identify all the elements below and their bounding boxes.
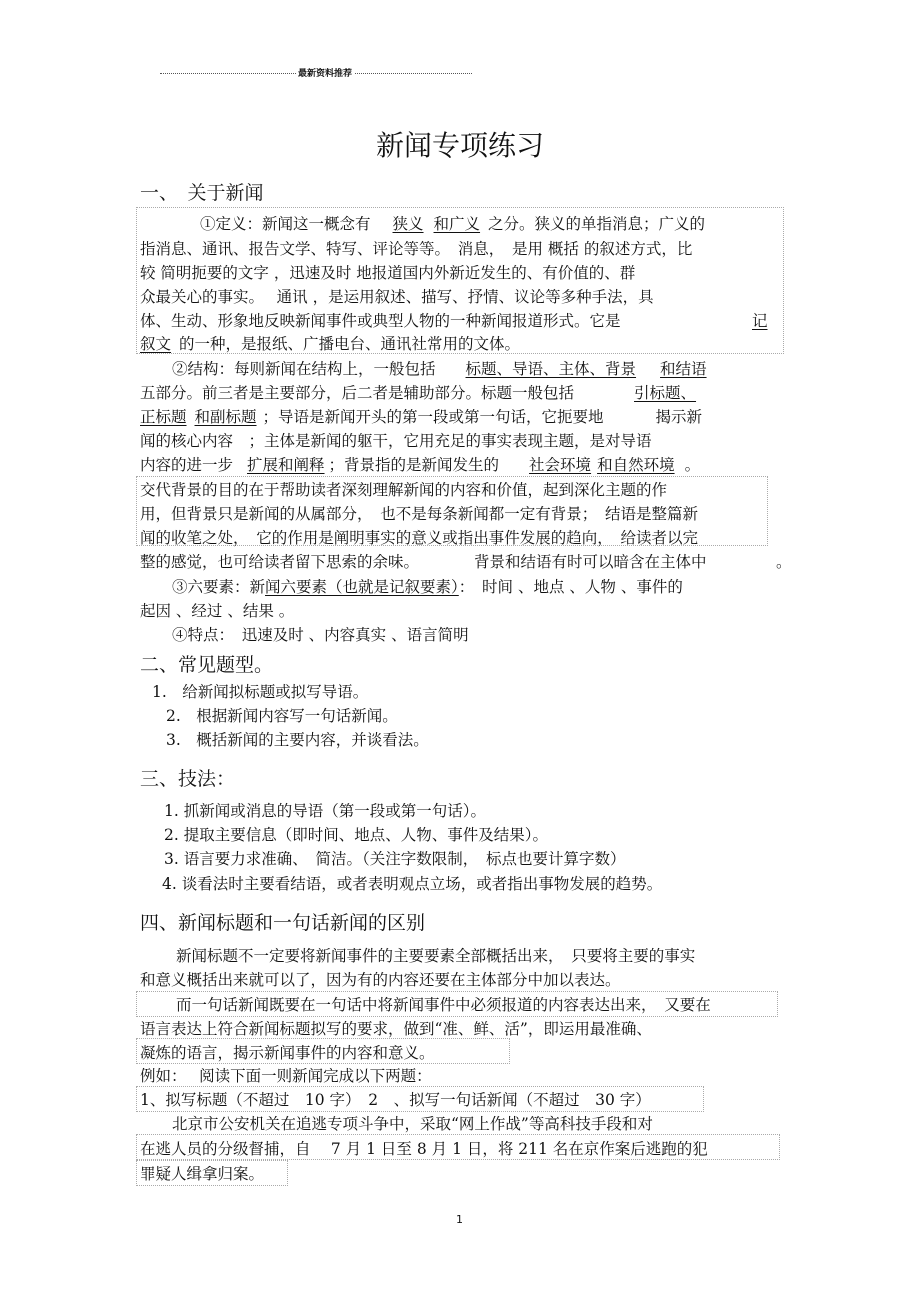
question-type-3: 3. 概括新闻的主要内容，并谈看法。: [166, 731, 429, 749]
technique-3: 3. 语言要力求准确、 简洁。（关注字数限制， 标点也要计算字数）: [164, 850, 626, 868]
technique-4: 4. 谈看法时主要看结语，或者表明观点立场，或者指出事物发展的趋势。: [162, 875, 663, 893]
structure-line-9c: 。: [776, 553, 792, 571]
section-heading-2: 二、常见题型。: [140, 654, 274, 676]
structure-line-5: 内容的进一步 扩展和阐释 ；背景指的是新闻发生的 社会环境 和自然环境 。: [140, 456, 701, 474]
header-text: 最新资料推荐: [296, 66, 354, 79]
section-heading-4: 四、新闻标题和一句话新闻的区别: [140, 912, 426, 934]
structure-line-9b: 背景和结语有时可以暗含在主体中: [474, 553, 707, 571]
definition-line-4: 众最关心的事实。 通讯 ，是运用叙述、描写、抒情、议论等多种手法，具: [140, 288, 654, 306]
para2-line-2: 语言表达上符合新闻标题拟写的要求，做到“准、鲜、活”，即运用最准确、: [140, 1020, 652, 1038]
news-line-1: 北京市公安机关在追逃专项斗争中，采取“网上作战”等高科技手段和对: [172, 1115, 653, 1133]
section-heading-3: 三、技法：: [140, 768, 236, 790]
technique-2: 2. 提取主要信息（即时间、地点、人物、事件及结果）。: [164, 826, 548, 844]
structure-line-4: 闻的核心内容 ；主体是新闻的躯干，它用充足的事实表现主题，是对导语: [140, 432, 652, 450]
definition-line-5: 体、生动、形象地反映新闻事件或典型人物的一种新闻报道形式。它是: [140, 312, 621, 330]
news-line-3: 罪疑人缉拿归案。: [140, 1165, 265, 1183]
para1-line-1: 新闻标题不一定要将新闻事件的主要要素全部概括出来， 只要将主要的事实: [176, 947, 696, 965]
structure-line-3: 正标题 和副标题 ；导语是新闻开头的第一段或第一句话，它扼要地 揭示新: [140, 408, 703, 426]
features-line: ④特点： 迅速及时 、内容真实 、语言简明: [172, 626, 469, 644]
technique-1: 1. 抓新闻或消息的导语（第一段或第一句话）。: [164, 802, 486, 820]
structure-line-2: 五部分。前三者是主要部分，后二者是辅助部分。标题一般包括 引标题、: [140, 384, 697, 402]
structure-line-8: 闻的收笔之处， 它的作用是阐明事实的意义或指出事件发展的趋向， 给读者以完: [140, 529, 699, 547]
para2-line-1: 而一句话新闻既要在一句话中将新闻事件中必须报道的内容表达出来， 又要在: [176, 996, 711, 1014]
example-intro: 例如： 阅读下面一则新闻完成以下两题：: [140, 1067, 432, 1085]
news-line-2: 在逃人员的分级督捕，自 7 月 1 日至 8 月 1 日，将 211 名在京作案后逃跑的犯: [140, 1140, 708, 1158]
question-type-2: 2. 根据新闻内容写一句话新闻。: [166, 707, 398, 725]
question-type-1: 1. 给新闻拟标题或拟写导语。: [152, 683, 369, 701]
six-elements-line-1: ③六要素：新闻六要素（也就是记叙要素）： 时间 、地点 、人物 、事件的: [172, 578, 683, 596]
example-tasks: 1、拟写标题（不超过 10 字） 2 、拟写一句话新闻（不超过 30 字）: [140, 1091, 651, 1109]
six-elements-line-2: 起因 、经过 、结果 。: [140, 602, 295, 620]
structure-line-1: ②结构：每则新闻在结构上，一般包括 标题、导语、主体、背景 和结语: [172, 360, 707, 378]
para1-line-2: 和意义概括出来就可以了，因为有的内容还要在主体部分中加以表达。: [140, 971, 621, 989]
section-heading-1: 一、 关于新闻: [140, 182, 264, 204]
para2-line-3: 凝炼的语言，揭示新闻事件的内容和意义。: [140, 1044, 435, 1062]
definition-term-a: 记: [752, 312, 768, 330]
structure-line-6: 交代背景的目的在于帮助读者深刻理解新闻的内容和价值，起到深化主题的作: [140, 481, 668, 499]
definition-line-3: 较 简明扼要的文字 ，迅速及时 地报道国内外新近发生的、有价值的、群: [140, 264, 636, 282]
structure-line-9: 整的感觉，也可给读者留下思索的余味。: [140, 553, 420, 571]
page-number: 1: [456, 1213, 463, 1226]
definition-line-6: 叙文 的一种，是报纸、广播电台、通讯社常用的文体。: [140, 335, 521, 353]
page-title: 新闻专项练习: [375, 129, 544, 162]
structure-line-7: 用，但背景只是新闻的从属部分， 也不是每条新闻都一定有背景； 结语是整篇新: [140, 505, 699, 523]
definition-line-1: ①定义：新闻这一概念有 狭义 和广义 之分。狭义的单指消息；广义的: [200, 215, 706, 233]
definition-line-2: 指消息、通讯、报告文学、特写、评论等等。 消息， 是用 概括 的叙述方式，比: [140, 240, 693, 258]
